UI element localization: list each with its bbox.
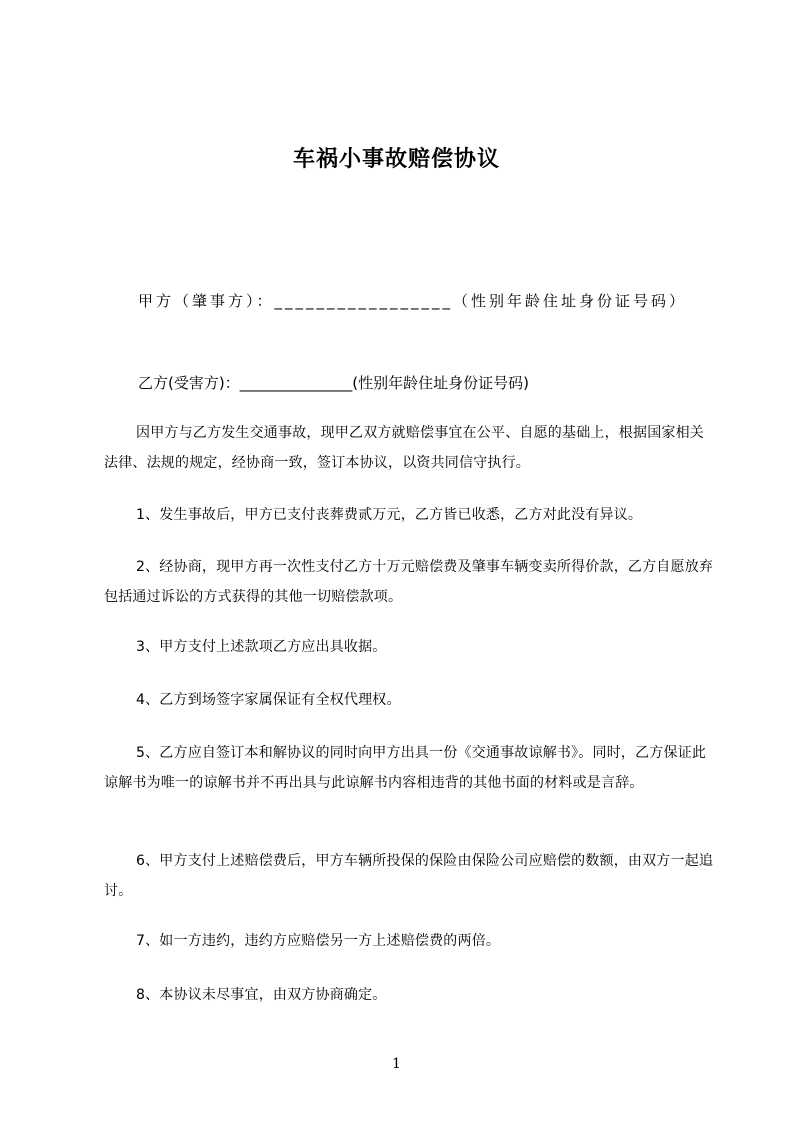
party-b-blank: _______________ [239, 374, 353, 392]
page-number: 1 [392, 1056, 401, 1072]
party-b-line [138, 372, 529, 393]
clause-3: 3、甲方支付上述款项乙方应出具收据。 [136, 639, 387, 655]
party-b-note: (性别年龄住址身份证号码) [352, 374, 529, 392]
party-a-line [138, 290, 687, 311]
party-a-blank: _________________ [274, 292, 454, 310]
clause-6: 6、甲方支付上述赔偿费后，甲方车辆所投保的保险由保险公司应赔偿的数额，由双方一起追讨。 [104, 853, 714, 899]
clause-4: 4、乙方到场签字家属保证有全权代理权。 [136, 692, 401, 708]
clause-8: 8、本协议未尽事宜，由双方协商确定。 [136, 987, 387, 1003]
party-a-note: （性别年龄住址身份证号码） [453, 292, 688, 310]
clause-1: 1、发生事故后，甲方已支付丧葬费贰万元，乙方皆已收悉，乙方对此没有异议。 [136, 507, 643, 523]
clause-2: 2、经协商，现甲方再一次性支付乙方十万元赔偿费及肇事车辆变卖所得价款，乙方自愿放弃包括通过诉讼的方式获得的其他一切赔偿款项。 [104, 559, 714, 605]
document-title: 车祸小事故赔偿协议 [292, 147, 500, 172]
clause-7: 7、如一方违约，违约方应赔偿另一方上述赔偿费的两倍。 [136, 933, 501, 949]
party-b-label: 乙方(受害方)： [138, 374, 240, 392]
party-a-label: 甲方（肇事方）： [138, 292, 275, 310]
preamble-paragraph: 因甲方与乙方发生交通事故，现甲乙双方就赔偿事宜在公平、自愿的基础上，根据国家相关法律、法规的规定，经协商一致，签订本协议，以资共同信守执行。 [104, 425, 704, 471]
clause-5: 5、乙方应自签订本和解协议的同时向甲方出具一份《交通事故谅解书》。同时，乙方保证此谅解书为唯一的谅解书并不再出具与此谅解书内容相违背的其他书面的材料或是言辞。 [104, 745, 707, 791]
